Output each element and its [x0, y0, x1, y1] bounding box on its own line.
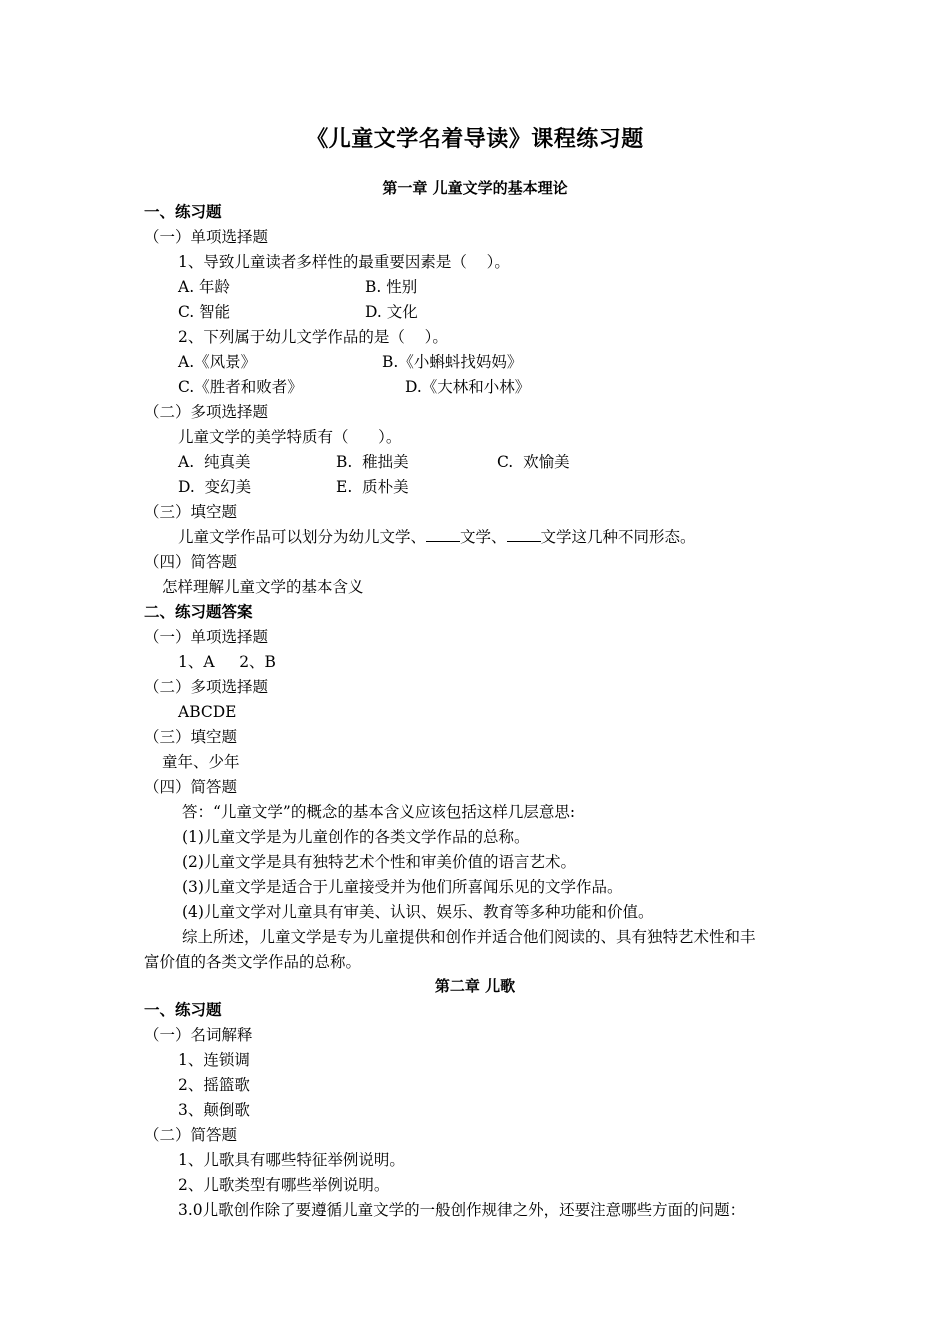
fill-text-1: 儿童文学作品可以划分为幼儿文学、: [178, 528, 427, 546]
q2-option-d: D.《大林和小林》: [405, 378, 531, 396]
ch2-question-3: 3.0儿歌创作除了要遵循儿童文学的一般创作规律之外，还要注意哪些方面的问题：: [178, 1201, 746, 1219]
q2-option-a: A.《风景》: [178, 353, 257, 371]
q1-option-c: C. 智能: [178, 303, 231, 321]
answer-short-heading: （四）简答题: [144, 778, 238, 796]
answer-multi-heading: （二）多项选择题: [144, 678, 269, 696]
q1-option-a: A. 年龄: [178, 278, 231, 296]
answer-multi: ABCDE: [178, 703, 237, 721]
q1-option-b: B. 性别: [365, 278, 418, 296]
blank-line-1: [426, 527, 460, 542]
ch2-term-2: 2、摇篮歌: [178, 1076, 250, 1094]
fill-text-2: 文学、: [460, 528, 507, 546]
ch1-question-1: 1、导致儿童读者多样性的最重要因素是（ ）。: [178, 253, 510, 271]
q1-option-d: D. 文化: [365, 303, 418, 321]
q2-option-c: C.《胜者和败者》: [178, 378, 303, 396]
multi-option-b: B. 稚拙美: [336, 453, 409, 471]
ch2-terms-heading: （一）名词解释: [144, 1026, 253, 1044]
answer-summary-line-1: 综上所述，儿童文学是专为儿童提供和创作并适合他们阅读的、具有独特艺术性和丰: [182, 928, 756, 946]
ch1-multi-choice-heading: （二）多项选择题: [144, 403, 269, 421]
multi-option-e: E. 质朴美: [336, 478, 409, 496]
answer-single-heading: （一）单项选择题: [144, 628, 269, 646]
answer-fill: 童年、少年: [162, 753, 240, 771]
answer-point-2: (2)儿童文学是具有独特艺术个性和审美价值的语言艺术。: [182, 853, 576, 871]
ch1-section-answers: 二、练习题答案: [144, 602, 253, 621]
ch2-question-2: 2、儿歌类型有哪些举例说明。: [178, 1176, 390, 1194]
answer-short-intro: 答：“儿童文学”的概念的基本含义应该包括这样几层意思:: [182, 803, 576, 821]
answer-point-3: (3)儿童文学是适合于儿童接受并为他们所喜闻乐见的文学作品。: [182, 878, 623, 896]
multi-option-a: A. 纯真美: [178, 453, 251, 471]
answer-point-4: (4)儿童文学对儿童具有审美、认识、娱乐、教育等多种功能和价值。: [182, 903, 654, 921]
q2-option-b: B.《小蝌蚪找妈妈》: [382, 353, 523, 371]
answer-summary-line-2: 富价值的各类文学作品的总称。: [144, 953, 362, 971]
fill-text-3: 文学这几种不同形态。: [540, 528, 696, 546]
blank-line-2: [507, 527, 541, 542]
chapter-2-heading: 第二章 儿歌: [434, 977, 516, 995]
ch1-section-exercises: 一、练习题: [144, 202, 222, 221]
ch1-question-2: 2、下列属于幼儿文学作品的是（ ）。: [178, 328, 448, 346]
ch1-single-choice-heading: （一）单项选择题: [144, 228, 269, 246]
answer-single: 1、A 2、B: [178, 653, 276, 671]
multi-option-c: C. 欢愉美: [497, 453, 570, 471]
multi-option-d: D. 变幻美: [178, 478, 252, 496]
ch1-multi-question: 儿童文学的美学特质有（ ）。: [178, 428, 402, 446]
ch2-section-exercises: 一、练习题: [144, 1000, 222, 1019]
ch2-question-1: 1、儿歌具有哪些特征举例说明。: [178, 1151, 405, 1169]
document-title: 《儿童文学名着导读》课程练习题: [306, 126, 644, 152]
answer-point-1: (1)儿童文学是为儿童创作的各类文学作品的总称。: [182, 828, 530, 846]
ch1-fill-blank-heading: （三）填空题: [144, 503, 238, 521]
ch2-short-answer-heading: （二）简答题: [144, 1126, 238, 1144]
chapter-1-heading: 第一章 儿童文学的基本理论: [382, 179, 568, 197]
ch2-term-1: 1、连锁调: [178, 1051, 250, 1069]
answer-fill-heading: （三）填空题: [144, 728, 238, 746]
ch1-fill-blank-question: [178, 527, 696, 547]
ch2-term-3: 3、颠倒歌: [178, 1101, 250, 1119]
ch1-short-answer-question: 怎样理解儿童文学的基本含义: [162, 578, 364, 596]
ch1-short-answer-heading: （四）简答题: [144, 553, 238, 571]
